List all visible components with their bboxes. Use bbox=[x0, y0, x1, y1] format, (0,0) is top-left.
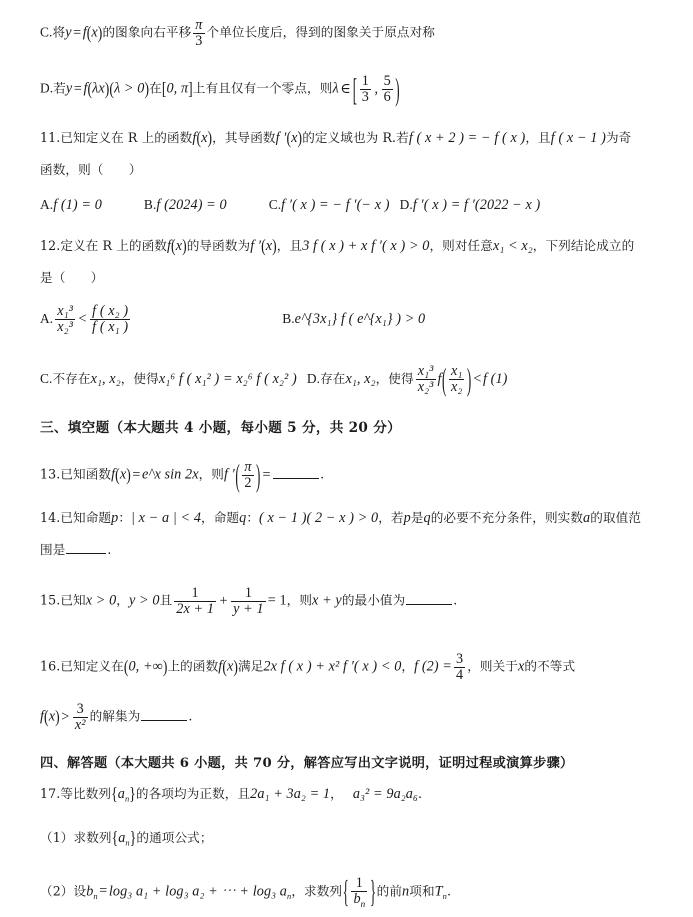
q15 bbox=[40, 584, 667, 616]
q17-part1-text-a: 求数列 bbox=[73, 830, 112, 845]
q12-a-op: < bbox=[78, 310, 87, 327]
fraction-x1-x2 bbox=[449, 364, 464, 396]
q17-part2-b-sub: n bbox=[93, 891, 98, 901]
q16-stem-a: 已知定义在 bbox=[60, 658, 124, 674]
q14-stem-c: ，若 bbox=[378, 510, 404, 525]
fraction-x1-x2-cubed bbox=[416, 364, 436, 396]
q12-d-rhs: f (1) bbox=[482, 371, 508, 388]
q17-part1-text-b: 的通项公式； bbox=[136, 830, 213, 845]
q17-seq-sub: n bbox=[124, 793, 130, 804]
frac-den-sub: n bbox=[360, 898, 366, 909]
fraction-1-over-2x1 bbox=[174, 586, 216, 618]
q10-d-text-1: 若 bbox=[53, 80, 66, 96]
q10-c-text-3: 个单位长度后，得到的图象关于原点对称 bbox=[206, 24, 436, 40]
paren-open-icon: ( bbox=[115, 463, 120, 485]
q12-option-c bbox=[40, 371, 297, 386]
q16-number: 16. bbox=[40, 658, 61, 674]
fraction-numerator: 1 bbox=[351, 876, 367, 892]
q17-part2-text-b: ，求数列 bbox=[291, 883, 343, 899]
q11-stem-line-1 bbox=[40, 128, 667, 149]
q12-c-text-1: 不存在 bbox=[52, 371, 91, 387]
q12-expr-2: x₁ < x₂ bbox=[492, 238, 533, 254]
fraction-numerator: 1 bbox=[231, 586, 266, 602]
q10-d-interval: 0, π bbox=[166, 80, 189, 97]
q14-expr-2: ( x − 1 )( 2 − x ) > 0 bbox=[259, 510, 379, 526]
q17-part2-text-c: 的前 bbox=[376, 883, 403, 899]
section-3-heading: 三、填空题（本大题共 4 小题，每小题 5 分，共 20 分） bbox=[40, 420, 401, 436]
q14-stem-e: 的必要不充分条件，则实数 bbox=[430, 510, 584, 525]
q10-d-lambda-2: λ bbox=[332, 80, 339, 97]
fraction-denominator: y + 1 bbox=[233, 601, 264, 618]
q12-d-op: < bbox=[473, 371, 482, 388]
q13-x: x bbox=[119, 466, 127, 483]
q16-line-1 bbox=[40, 650, 667, 682]
q10-c-text-1: 将 bbox=[52, 24, 66, 40]
q16-line-2 bbox=[40, 700, 667, 732]
fraction-numerator: 1 bbox=[174, 586, 216, 602]
q10-option-c bbox=[40, 16, 667, 48]
q11-option-d bbox=[400, 197, 541, 212]
section-4-heading: 四、解答题（本大题共 6 小题，共 70 分，解答应写出文字说明，证明过程或演算步骤） bbox=[40, 756, 574, 771]
q12-expr-1: 3 f ( x ) + x f ′( x ) > 0 bbox=[302, 238, 430, 254]
option-label: A. bbox=[40, 197, 54, 212]
q10-d-y: y bbox=[65, 80, 73, 97]
q16-period: . bbox=[188, 708, 193, 724]
q10-d-eq: = bbox=[73, 80, 82, 97]
bracket-open-icon: [ bbox=[352, 70, 358, 107]
q11-expr-2: f ( x − 1 ) bbox=[550, 130, 606, 146]
paren-close-icon: ) bbox=[126, 463, 131, 485]
paren-close-icon: ) bbox=[466, 361, 472, 398]
q12-stem-c: ，且 bbox=[276, 238, 303, 253]
fraction-numerator: x₁³ bbox=[57, 302, 74, 319]
fraction-denominator: x² bbox=[74, 717, 86, 734]
fraction-numerator: 3 bbox=[73, 702, 88, 718]
q10-d-cond: λ > 0 bbox=[114, 80, 145, 97]
paren-open-icon: ( bbox=[222, 655, 227, 677]
bracket-close-icon: ] bbox=[188, 77, 193, 99]
q16-stem-e: ，则关于 bbox=[467, 658, 518, 674]
q14-q: q bbox=[239, 510, 247, 526]
paren-close-icon: ) bbox=[256, 456, 261, 493]
q11-stem-e: 为奇 bbox=[605, 130, 632, 145]
paren-open-icon: ( bbox=[109, 77, 115, 99]
paren-close-icon: ) bbox=[104, 77, 110, 99]
fraction-fx2-fx1 bbox=[90, 304, 130, 336]
q16-expr-1: 2x f ( x ) + x² f ′( x ) < 0 bbox=[263, 658, 402, 675]
q15-stem-b: 且 bbox=[159, 592, 173, 608]
q16-stem-g: 的解集为 bbox=[89, 708, 141, 724]
q11-x: x bbox=[201, 130, 208, 146]
bracket-open-icon: [ bbox=[161, 77, 167, 99]
q17-part1-label: （1） bbox=[40, 830, 74, 845]
fraction-5-6 bbox=[382, 74, 393, 106]
q17-part2-period: . bbox=[446, 883, 452, 899]
paren-close-icon: ) bbox=[233, 655, 238, 677]
q11-f: f bbox=[192, 130, 197, 146]
answer-blank[interactable] bbox=[273, 466, 319, 478]
q13 bbox=[40, 456, 667, 493]
q17-part2-b: b bbox=[86, 883, 94, 900]
q14-period: . bbox=[107, 542, 112, 557]
fraction-denominator: 3 bbox=[361, 89, 369, 106]
option-label: A. bbox=[40, 310, 54, 326]
paren-open-icon: ( bbox=[171, 235, 176, 256]
option-label: D. bbox=[399, 197, 413, 212]
fraction-denominator: x₂³ bbox=[417, 378, 434, 395]
q11-fprime: f ′ bbox=[275, 130, 287, 146]
q12-stem-f: 是（ ） bbox=[40, 270, 104, 285]
q12-option-d bbox=[306, 361, 508, 398]
paren-open-icon: ( bbox=[261, 235, 266, 256]
q15-eq: = 1 bbox=[267, 592, 287, 609]
q12-option-c-d-row bbox=[40, 361, 667, 398]
q13-fprime: f ′ bbox=[223, 466, 235, 483]
paren-open-icon: ( bbox=[196, 127, 202, 148]
q11-option-c bbox=[269, 197, 390, 212]
option-expr: f (1) = 0 bbox=[53, 197, 102, 213]
q17-part1-seq-sub: n bbox=[125, 837, 130, 848]
q10-option-d bbox=[40, 70, 667, 107]
q12-d-text-1: 存在 bbox=[320, 371, 346, 387]
q11-stem-a: 已知定义在 R 上的函数 bbox=[60, 130, 193, 145]
q12-c-text-2: ，使得 bbox=[120, 371, 159, 387]
fraction-numerator: x₁³ bbox=[417, 362, 434, 379]
q10-d-text-3: 上有且仅有一个零点，则 bbox=[192, 80, 333, 96]
fraction-pi-2 bbox=[242, 460, 253, 492]
brace-close-icon: } bbox=[369, 873, 377, 910]
q17-part2-n: n bbox=[402, 883, 410, 900]
option-expr: f ′( x ) = f ′(2022 − x ) bbox=[412, 197, 541, 213]
q12-fprime: f ′ bbox=[250, 238, 262, 254]
fraction-denominator: f ( x₁ ) bbox=[92, 319, 129, 336]
q15-stem-c: ，则 bbox=[286, 592, 313, 608]
q12-d-vars: x₁, x₂ bbox=[345, 371, 376, 388]
paren-close-icon: ) bbox=[297, 127, 303, 148]
fraction-denominator bbox=[351, 892, 367, 907]
brace-open-icon: { bbox=[111, 783, 118, 804]
q14-expr-1: | x − a | < 4 bbox=[131, 510, 202, 526]
fraction-3-over-x-squared bbox=[73, 702, 88, 734]
q13-f: f bbox=[111, 466, 116, 483]
q17-part2-T-sub: n bbox=[442, 891, 447, 901]
fraction-numerator: 3 bbox=[455, 650, 464, 667]
q10-d-text-2: 在 bbox=[149, 80, 162, 96]
paren-close-icon: ) bbox=[395, 70, 400, 107]
q14-stem-a: 已知命题 bbox=[60, 510, 112, 525]
q12-c-expr: x₁⁶ f ( x₁² ) = x₂⁶ f ( x₂² ) bbox=[158, 371, 297, 388]
paren-open-icon: ( bbox=[442, 361, 447, 398]
q10-c-text-2: 的图象向右平移 bbox=[102, 24, 192, 40]
q17-part-1 bbox=[40, 828, 667, 849]
q17-stem bbox=[40, 784, 667, 805]
fraction-numerator: x₁ bbox=[450, 362, 463, 379]
q12-x: x bbox=[175, 238, 183, 254]
q17-expr-2: a₃² = 9a₂a₆ bbox=[352, 786, 419, 802]
q13-stem-a: 已知函数 bbox=[60, 466, 112, 482]
q13-period: . bbox=[320, 466, 325, 482]
frac-den-b: b bbox=[353, 890, 361, 907]
q17-part2-text-d: 项和 bbox=[409, 883, 435, 899]
q16-stem-d: ， bbox=[401, 658, 415, 674]
q12-d-f: f bbox=[437, 371, 442, 388]
q12-f: f bbox=[167, 238, 172, 254]
q17-part2-label: （2） bbox=[40, 883, 74, 899]
q15-number: 15. bbox=[40, 592, 61, 608]
q14-stem-b: ，命题 bbox=[201, 510, 240, 525]
fraction-1-over-y1 bbox=[231, 586, 266, 618]
q12-stem-a: 定义在 R 上的函数 bbox=[60, 238, 167, 253]
q12-x-2: x bbox=[265, 238, 273, 254]
paren-close-icon: ) bbox=[272, 235, 277, 256]
fraction-1-over-bn bbox=[351, 876, 367, 908]
q14-stem-d: 是 bbox=[410, 510, 424, 525]
fraction-3-4 bbox=[454, 652, 465, 684]
q11-option-a bbox=[40, 197, 102, 212]
q12-stem-d: ，则对任意 bbox=[429, 238, 493, 253]
option-label: B. bbox=[143, 197, 157, 212]
brace-close-icon: } bbox=[129, 827, 137, 848]
q14-stem-f: 的取值范 bbox=[590, 510, 642, 525]
fraction-denominator: 3 bbox=[195, 33, 203, 50]
option-label-d: D. bbox=[40, 80, 54, 96]
fraction-1-3 bbox=[360, 74, 371, 106]
fraction-x1-x2-cubed bbox=[55, 304, 75, 336]
fraction-numerator: f ( x₂ ) bbox=[92, 302, 129, 319]
q15-expr-1: x > 0 bbox=[85, 592, 117, 609]
q11-stem-c: 的定义域也为 R.若 bbox=[302, 130, 409, 145]
q14-a: a bbox=[583, 510, 591, 526]
fraction-denominator: 2 bbox=[244, 475, 252, 492]
q13-eq: = bbox=[132, 466, 141, 483]
q12-option-b bbox=[282, 311, 425, 326]
paren-open-icon: ( bbox=[86, 21, 92, 43]
q10-c-f: f bbox=[82, 24, 87, 41]
q10-d-x: x bbox=[98, 80, 105, 97]
q16-gt: > bbox=[61, 708, 70, 725]
fraction-denominator: 4 bbox=[455, 667, 464, 684]
q14-line-1 bbox=[40, 508, 667, 529]
answer-blank[interactable] bbox=[141, 708, 187, 720]
q16-stem-b: 上的函数 bbox=[167, 658, 219, 674]
q15-stem-a: 已知 bbox=[60, 592, 86, 608]
q11-options-row bbox=[40, 195, 667, 216]
q14-p: p bbox=[111, 510, 119, 526]
q12-c-vars: x₁, x₂ bbox=[90, 371, 121, 388]
q17-part2-expr-sub: n bbox=[287, 891, 292, 901]
q17-seq: a bbox=[117, 786, 125, 802]
q17-comma: ， bbox=[330, 786, 343, 801]
q10-c-eq: = bbox=[73, 24, 82, 41]
q12-stem-b: 的导函数为 bbox=[186, 238, 251, 253]
option-expr: f ′( x ) = − f ′(− x ) bbox=[281, 197, 390, 213]
q10-c-x: x bbox=[91, 24, 98, 41]
q11-option-b bbox=[144, 197, 227, 212]
fraction-denominator: x₂³ bbox=[57, 319, 74, 336]
fraction-numerator: 1 bbox=[361, 72, 369, 89]
q17-stem-b: 的各项均为正数，且 bbox=[135, 786, 251, 801]
paren-close-icon: ) bbox=[55, 705, 60, 727]
q10-d-in: ∈ bbox=[340, 80, 351, 97]
fraction-denominator: 6 bbox=[383, 89, 391, 106]
q16-stem-f: 的不等式 bbox=[524, 658, 576, 674]
q17-part2-expr: log₃ a₁ + log₃ a₂ + ⋯ + log₃ a bbox=[108, 883, 288, 900]
q12-number: 12. bbox=[40, 238, 61, 253]
fraction-numerator: π bbox=[244, 458, 252, 475]
paren-close-icon: ) bbox=[207, 127, 213, 148]
q12-stem-line-2 bbox=[40, 268, 667, 288]
option-expr: e^{3x₁} f ( e^{x₁} ) > 0 bbox=[294, 310, 426, 327]
option-label-c: C. bbox=[40, 24, 53, 40]
q10-c-y: y bbox=[65, 24, 72, 41]
fraction-numerator: 5 bbox=[383, 72, 391, 89]
q13-eq-2: = bbox=[262, 466, 271, 483]
q16-stem-c: 满足 bbox=[238, 658, 264, 674]
q16-f: f bbox=[218, 658, 223, 675]
paren-open-icon: ( bbox=[235, 456, 240, 493]
q11-stem-line-2 bbox=[40, 160, 667, 180]
q14-stem-g: 围是 bbox=[40, 542, 66, 557]
q17-part2-text-a: 设 bbox=[73, 883, 87, 899]
q17-part1-seq: a bbox=[118, 830, 126, 846]
brace-open-icon: { bbox=[111, 827, 119, 848]
brace-open-icon: { bbox=[342, 873, 349, 910]
q16-x-2: x bbox=[517, 658, 525, 675]
q13-expr: e^x sin 2x bbox=[141, 466, 199, 483]
paren-open-icon: ( bbox=[286, 127, 292, 148]
option-label: B. bbox=[282, 310, 295, 326]
q11-expr-1: f ( x + 2 ) = − f ( x ) bbox=[408, 130, 526, 146]
q17-part-2 bbox=[40, 873, 667, 910]
q17-number: 17. bbox=[40, 786, 61, 801]
brace-close-icon: } bbox=[129, 783, 136, 804]
paren-close-icon: ) bbox=[182, 235, 187, 256]
paren-open-icon: ( bbox=[44, 705, 49, 727]
q10-d-f: f bbox=[83, 80, 88, 97]
paren-close-icon: ) bbox=[144, 77, 150, 99]
q17-expr-1: 2a₁ + 3a₂ = 1 bbox=[250, 786, 331, 802]
fraction-denominator: 2x + 1 bbox=[176, 601, 215, 618]
q12-stem-line-1 bbox=[40, 236, 667, 257]
q17-part2-eq: = bbox=[99, 883, 108, 900]
q11-number: 11. bbox=[40, 130, 61, 145]
q16-expr-2: f (2) = bbox=[414, 658, 452, 675]
option-label: C. bbox=[40, 371, 53, 387]
option-expr: f (2024) = 0 bbox=[156, 197, 227, 213]
paren-close-icon: ) bbox=[97, 21, 103, 43]
q10-d-lambda: λ bbox=[92, 80, 99, 97]
q16-x: x bbox=[226, 658, 234, 675]
q14-number: 14. bbox=[40, 510, 61, 525]
q11-stem-d: ，且 bbox=[525, 130, 551, 145]
q14-p-2: p bbox=[403, 510, 411, 526]
q15-comma: ， bbox=[116, 592, 129, 608]
q15-expr-3: x + y bbox=[312, 592, 342, 609]
q15-stem-d: 的最小值为 bbox=[341, 592, 406, 608]
q12-option-a bbox=[40, 302, 132, 336]
q15-expr-2: y > 0 bbox=[129, 592, 160, 609]
q10-d-comma: , bbox=[374, 80, 379, 97]
q12-d-text-2: ，使得 bbox=[375, 371, 414, 387]
paren-close-icon: ) bbox=[162, 655, 168, 677]
q13-number: 13. bbox=[40, 466, 61, 482]
paren-open-icon: ( bbox=[123, 655, 129, 677]
q16-line2-f: f bbox=[40, 708, 45, 725]
paren-open-icon: ( bbox=[87, 77, 93, 99]
q11-stem-f: 函数，则（ ） bbox=[40, 162, 142, 177]
q14-colon-2: ： bbox=[246, 510, 260, 525]
q16-interval: 0, +∞ bbox=[128, 658, 163, 675]
option-label: D. bbox=[306, 371, 321, 387]
fraction-numerator: π bbox=[195, 16, 203, 33]
option-label: C. bbox=[268, 197, 282, 212]
answer-blank[interactable] bbox=[66, 542, 106, 554]
answer-blank[interactable] bbox=[406, 592, 452, 604]
fraction-pi-3 bbox=[193, 18, 204, 50]
q13-stem-b: ，则 bbox=[198, 466, 224, 482]
fraction-denominator: x₂ bbox=[450, 378, 463, 395]
q17-part2-T: T bbox=[434, 883, 443, 900]
q11-stem-b: ，其导函数 bbox=[212, 130, 276, 145]
q17-stem-a: 等比数列 bbox=[60, 786, 112, 801]
q12-stem-e: ，下列结论成立的 bbox=[532, 238, 635, 253]
q17-period: . bbox=[418, 786, 423, 801]
q15-plus: + bbox=[219, 592, 228, 609]
q14-line-2 bbox=[40, 540, 667, 560]
q14-q-2: q bbox=[423, 510, 431, 526]
q14-colon-1: ： bbox=[118, 510, 132, 525]
q12-option-a-b-row bbox=[40, 302, 667, 334]
q11-x-2: x bbox=[291, 130, 298, 146]
q16-line2-x: x bbox=[48, 708, 56, 725]
q15-period: . bbox=[453, 592, 458, 608]
